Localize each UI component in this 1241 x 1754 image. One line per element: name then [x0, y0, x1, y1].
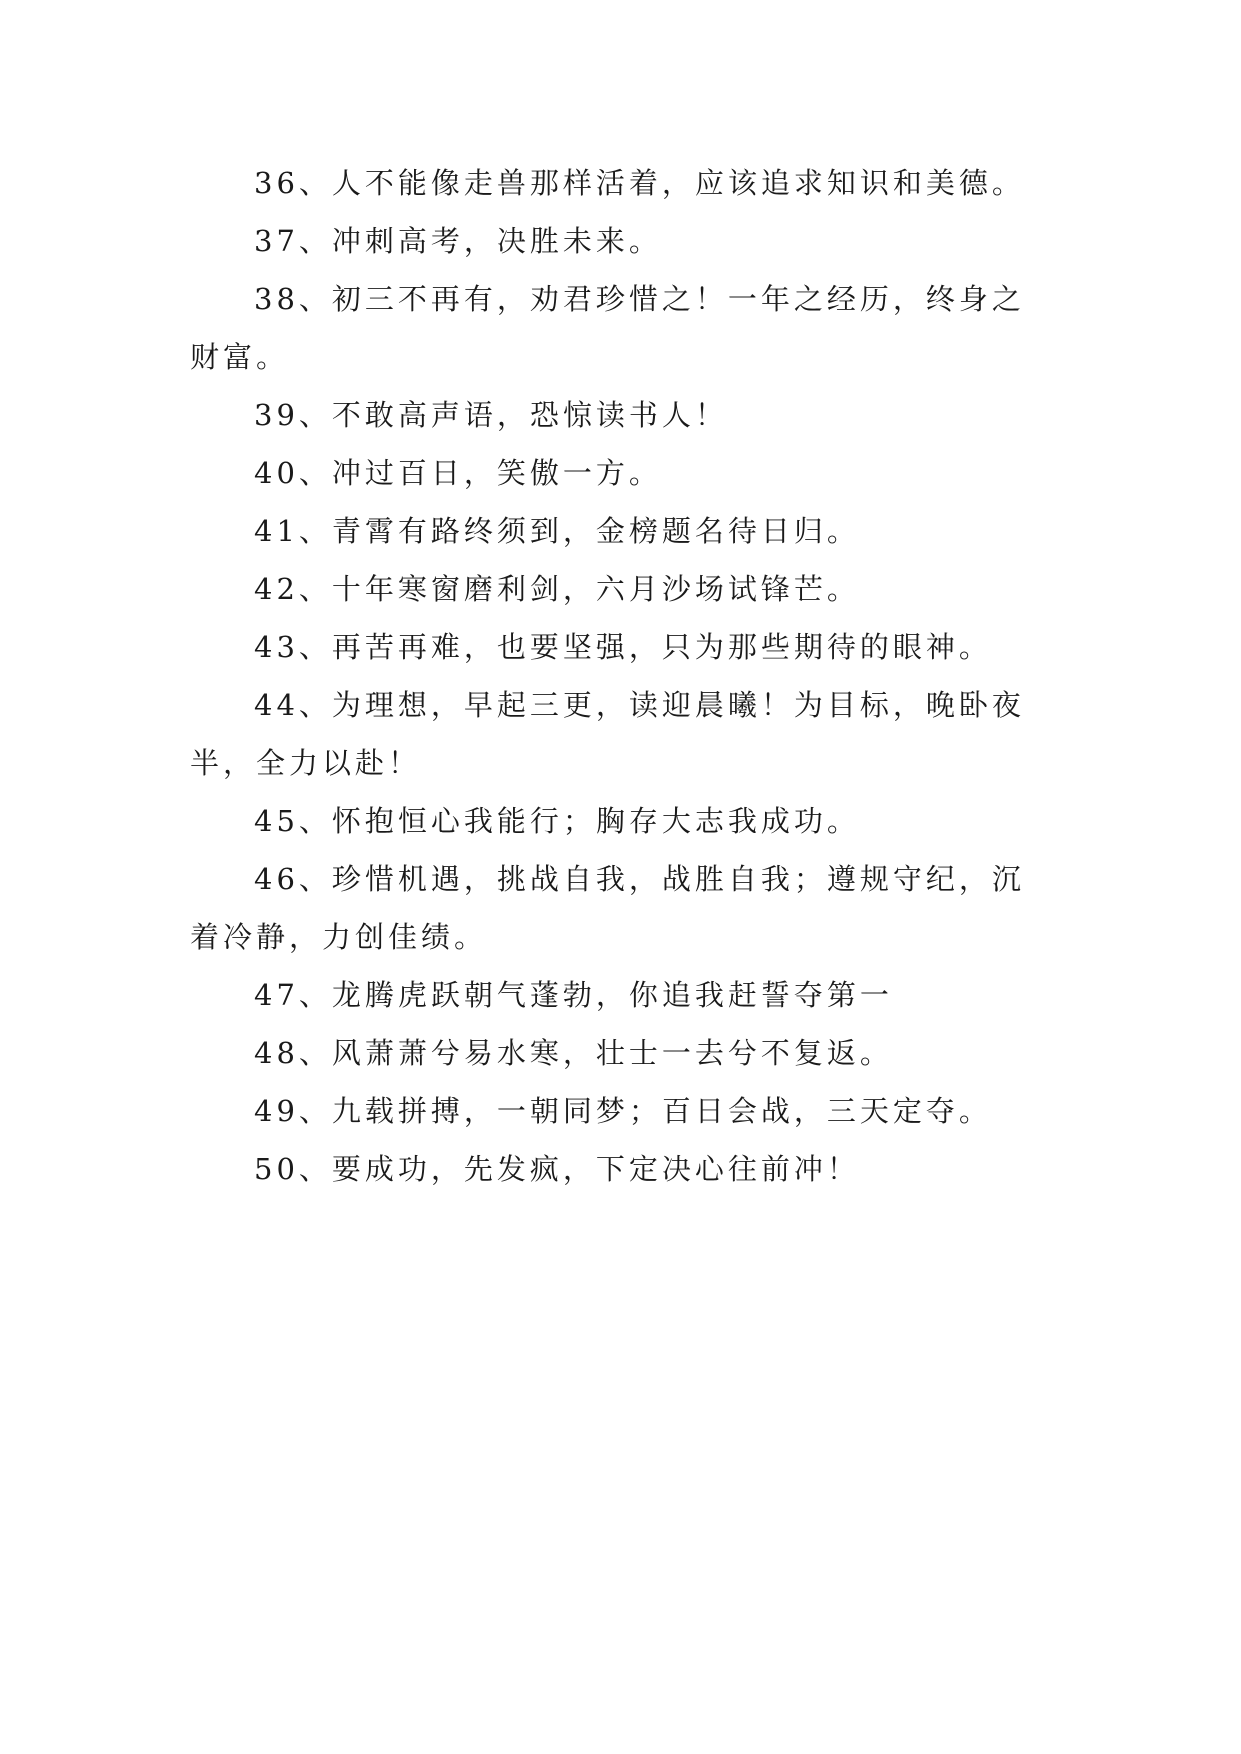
paragraph-39: 39、不敢高声语，恐惊读书人！ — [254, 398, 728, 432]
paragraph-41: 41、青霄有路终须到，金榜题名待日归。 — [254, 514, 860, 548]
paragraph-46: 46、珍惜机遇，挑战自我，战胜自我；遵规守纪，沉着冷静，力创佳绩。 — [190, 862, 1025, 954]
paragraph-43: 43、再苦再难，也要坚强，只为那些期待的眼神。 — [254, 630, 992, 664]
paragraph-38: 38、初三不再有，劝君珍惜之！一年之经历，终身之财富。 — [190, 282, 1025, 374]
paragraph-45: 45、怀抱恒心我能行；胸存大志我成功。 — [254, 804, 860, 838]
paragraph-50: 50、要成功，先发疯，下定决心往前冲！ — [254, 1152, 860, 1186]
paragraph-36: 36、人不能像走兽那样活着，应该追求知识和美德。 — [254, 166, 1025, 200]
paragraph-42: 42、十年寒窗磨利剑，六月沙场试锋芒。 — [254, 572, 860, 606]
paragraph-47: 47、龙腾虎跃朝气蓬勃，你追我赶誓夺第一 — [254, 978, 893, 1012]
paragraph-40: 40、冲过百日，笑傲一方。 — [254, 456, 662, 490]
paragraph-49: 49、九载拼搏，一朝同梦；百日会战，三天定夺。 — [254, 1094, 992, 1128]
paragraph-44: 44、为理想，早起三更，读迎晨曦！为目标，晚卧夜半，全力以赴！ — [190, 688, 1025, 780]
paragraph-37: 37、冲刺高考，决胜未来。 — [254, 224, 662, 258]
document-body — [190, 154, 1050, 1198]
paragraph-48: 48、风萧萧兮易水寒，壮士一去兮不复返。 — [254, 1036, 893, 1070]
